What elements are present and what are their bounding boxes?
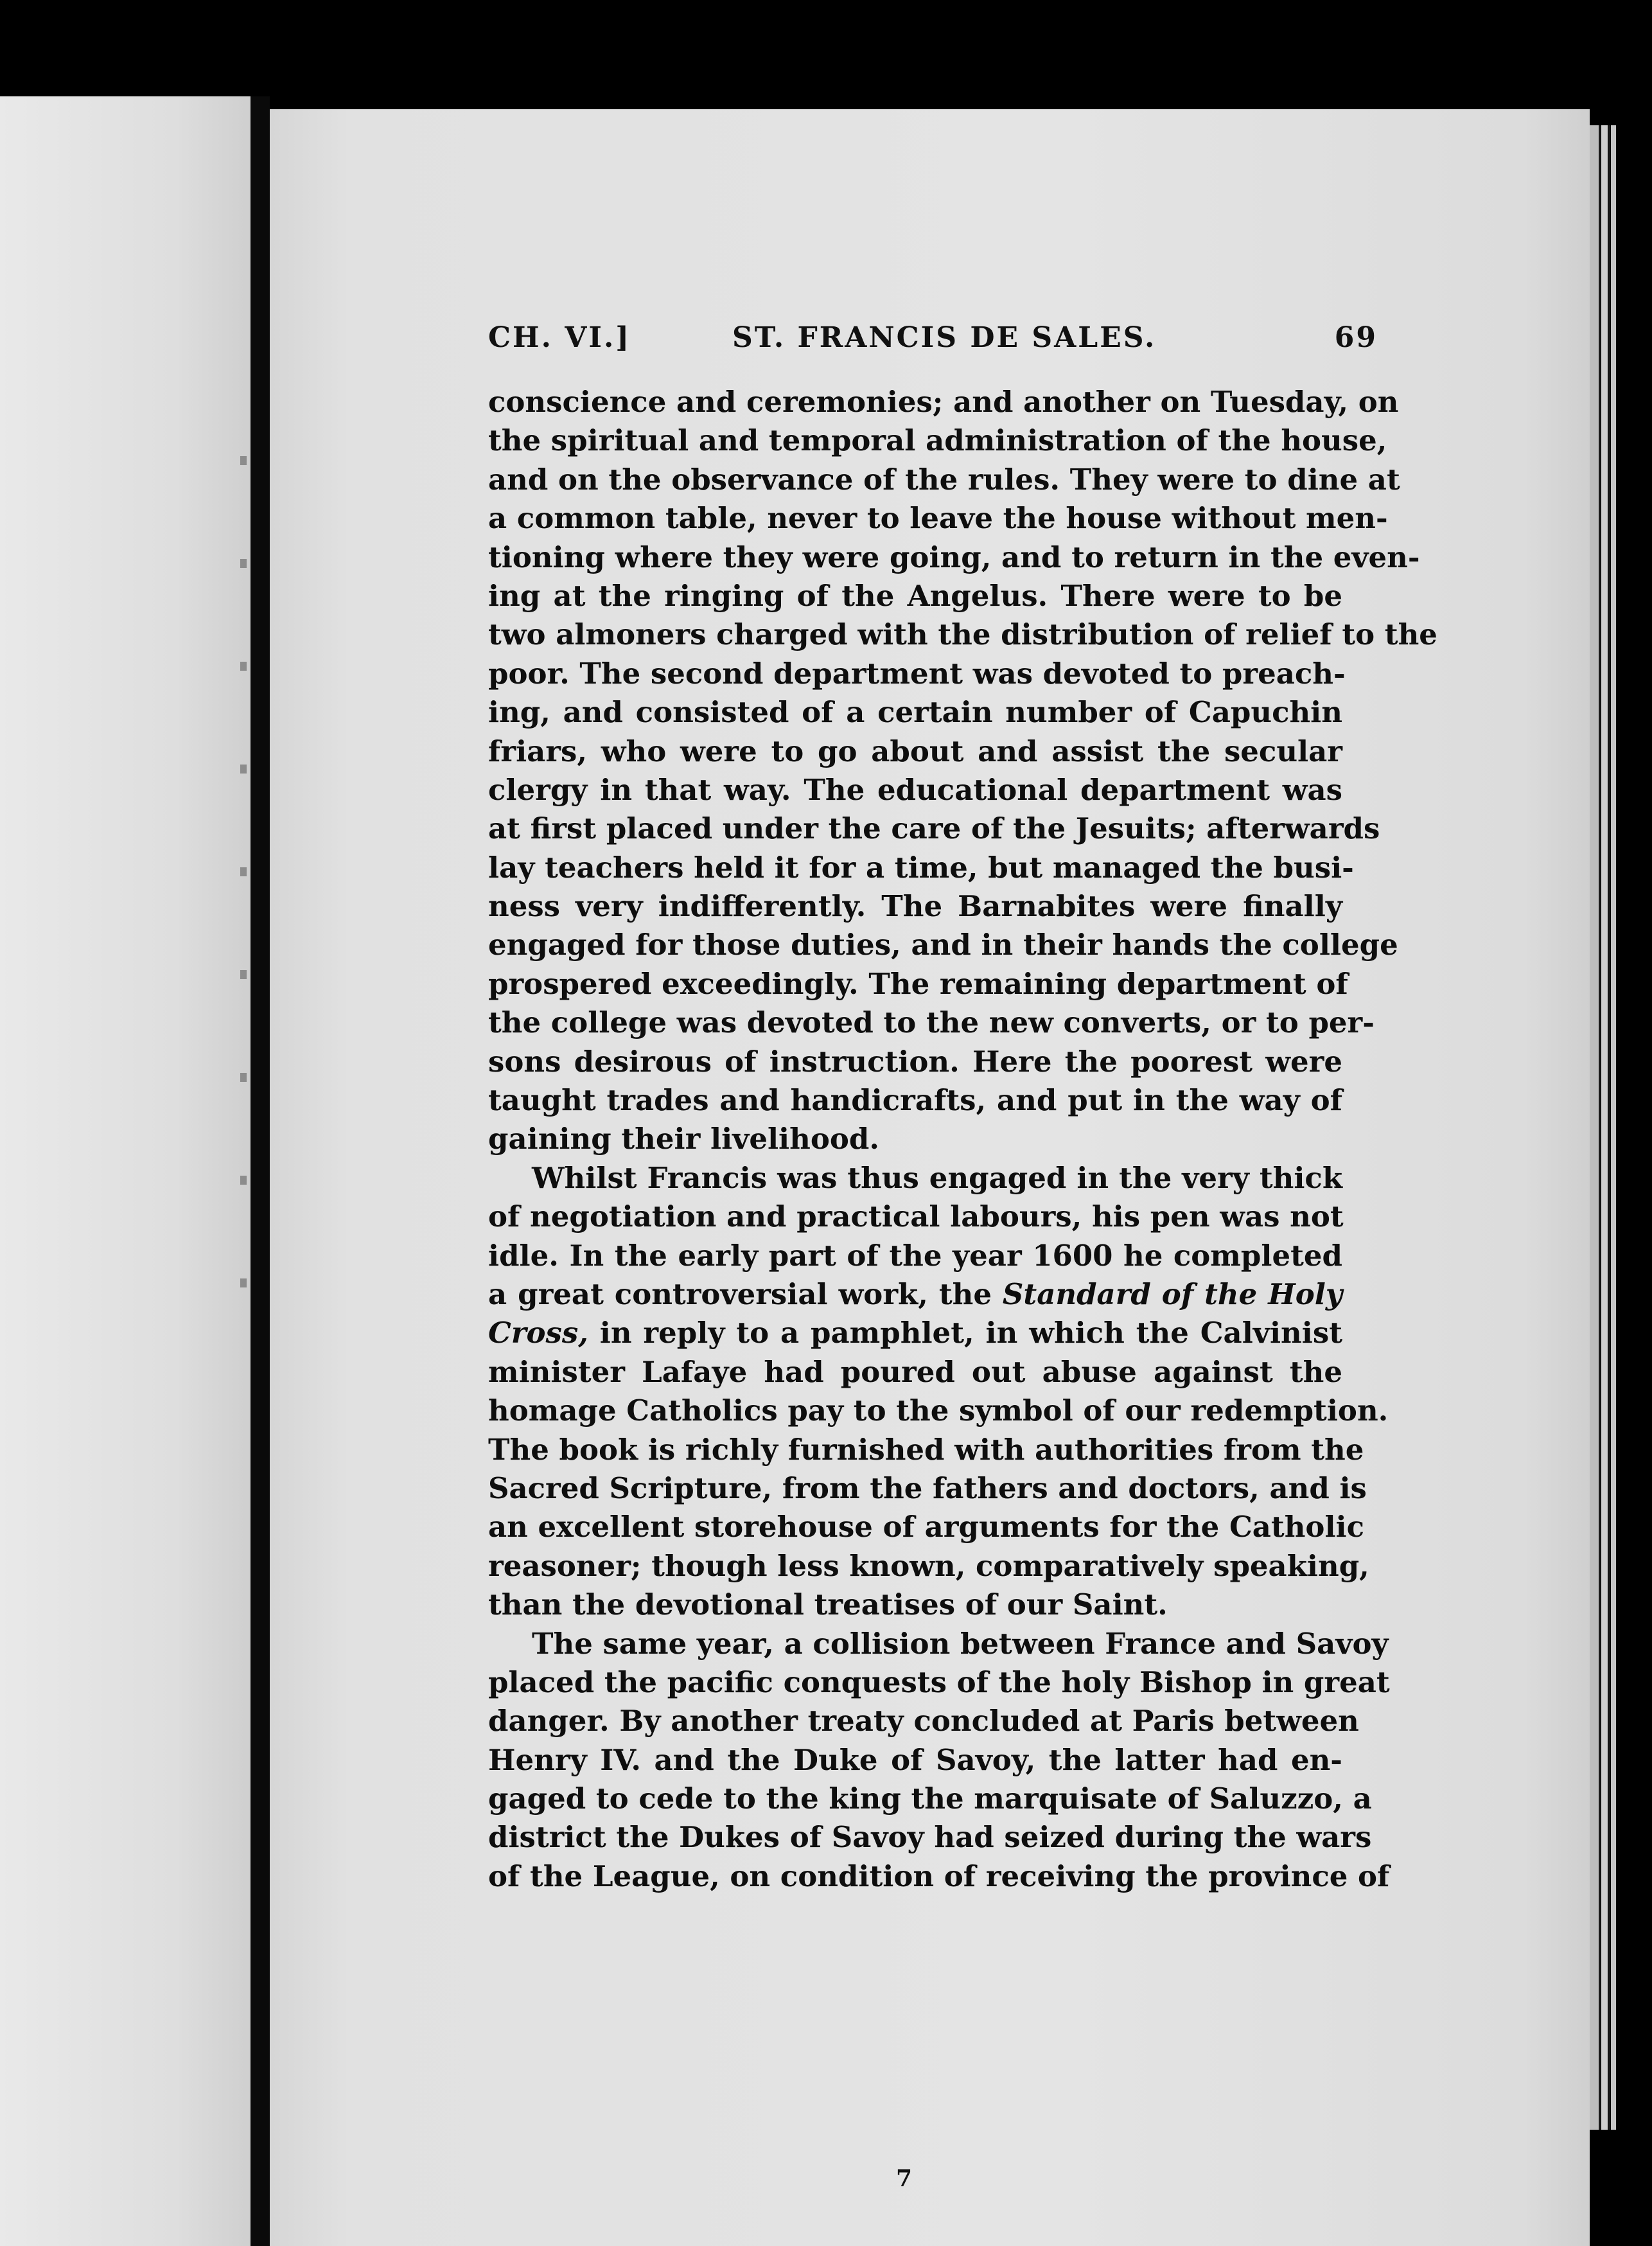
text-line: friars, who were to go about and assist the secular (488, 734, 1342, 768)
body-text (488, 383, 1437, 1896)
text-line: the spiritual and temporal administration of the house, (488, 423, 1387, 458)
text-line: reasoner; though less known, comparatively speaking, (488, 1548, 1369, 1583)
page-number: 69 (1334, 321, 1378, 354)
page-stack-edge (1601, 125, 1608, 2130)
text-line: than the devotional treatises of our Saint. (488, 1587, 1168, 1622)
text-line: district the Dukes of Savoy had seized during the wars (488, 1820, 1372, 1855)
text-line: gaining their livelihood. (488, 1122, 880, 1156)
text-line: taught trades and handicrafts, and put in the way of (488, 1083, 1342, 1118)
text-line: a common table, never to leave the house without men- (488, 501, 1388, 536)
page-stack-line (1608, 125, 1610, 2130)
text-line: poor. The second department was devoted to preach- (488, 656, 1346, 691)
text-line: Whilst Francis was thus engaged in the very thick (532, 1160, 1342, 1195)
text-line: gaged to cede to the king the marquisate of Saluzzo, a (488, 1782, 1372, 1816)
book-gutter (250, 96, 270, 2246)
text-line: and on the observance of the rules. They were to dine at (488, 462, 1400, 497)
text-line: at first placed under the care of the Jesuits; afterwards (488, 811, 1380, 846)
text-line: ing, and consisted of a certain number of Capuchin (488, 695, 1342, 730)
previous-page-edge (0, 96, 250, 2246)
text-line: engaged for those duties, and in their hands the college (488, 928, 1398, 962)
text-line: of the League, on condition of receiving the province of (488, 1859, 1390, 1893)
text-line: prospered exceedingly. The remaining department of (488, 966, 1348, 1001)
text-line: Henry IV. and the Duke of Savoy, the latter had en- (488, 1742, 1342, 1777)
page-stack-line (1599, 125, 1601, 2130)
page-stack-edge (1590, 125, 1599, 2130)
page-edge-marks (240, 456, 247, 1356)
text-line: an excellent storehouse of arguments for the Catholic (488, 1510, 1365, 1544)
text-line: idle. In the early part of the year 1600 he completed (488, 1238, 1342, 1273)
text-line: sons desirous of instruction. Here the poorest were (488, 1044, 1342, 1079)
text-line: danger. By another treaty concluded at Paris between (488, 1704, 1359, 1738)
text-line: of negotiation and practical labours, his pen was not (488, 1199, 1344, 1234)
running-head (488, 321, 1378, 366)
text-line: lay teachers held it for a time, but managed the busi- (488, 850, 1354, 885)
page-stack-edge (1611, 125, 1616, 2130)
text-line: tioning where they were going, and to return in the even- (488, 540, 1420, 574)
signature-mark: 7 (896, 2165, 913, 2192)
text-line: minister Lafaye had poured out abuse against the (488, 1354, 1342, 1389)
running-title: ST. FRANCIS DE SALES. (732, 321, 1157, 354)
text-line: The book is richly furnished with authorities from the (488, 1432, 1364, 1467)
text-line: The same year, a collision between France and Savoy (532, 1626, 1389, 1661)
text-line: homage Catholics pay to the symbol of our redemption. (488, 1393, 1389, 1428)
text-line: ness very indifferently. The Barnabites were finally (488, 889, 1342, 924)
text-line: clergy in that way. The educational department was (488, 772, 1342, 807)
text-line: Cross, in reply to a pamphlet, in which the Calvinist (488, 1316, 1342, 1350)
text-line: conscience and ceremonies; and another on Tuesday, on (488, 385, 1399, 419)
text-line: two almoners charged with the distribution of relief to the (488, 617, 1437, 652)
text-line: ing at the ringing of the Angelus. There were to be (488, 578, 1342, 613)
text-line: the college was devoted to the new converts, or to per- (488, 1005, 1375, 1040)
text-line: placed the pacific conquests of the holy Bishop in great (488, 1665, 1390, 1699)
text-line: a great controversial work, the Standard of the Holy (488, 1277, 1342, 1311)
text-line: Sacred Scripture, from the fathers and doctors, and is (488, 1471, 1367, 1505)
chapter-reference: CH. VI.] (488, 321, 631, 354)
